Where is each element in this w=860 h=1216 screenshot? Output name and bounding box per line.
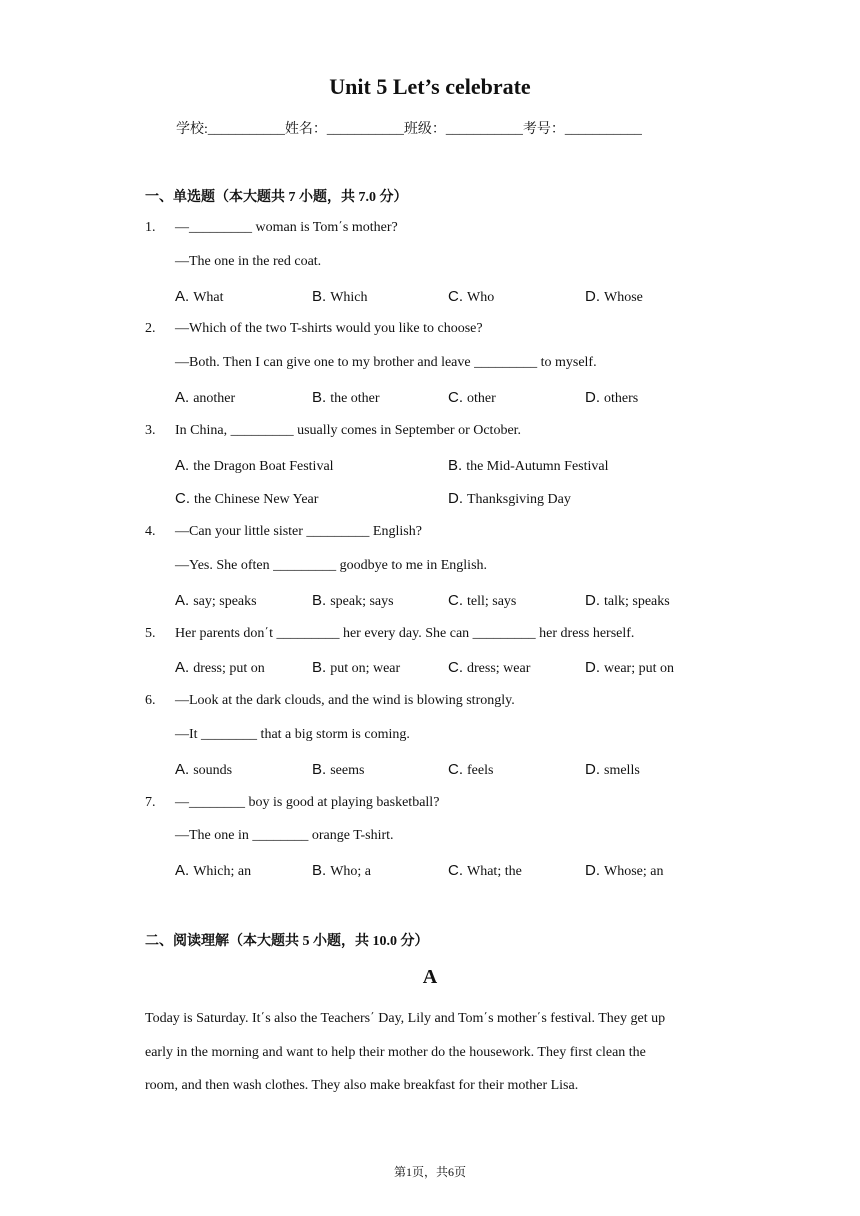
option-text: another bbox=[193, 391, 236, 406]
question-text: —_________ woman is Tom΄s mother? bbox=[175, 220, 398, 235]
option-text: talk; speaks bbox=[604, 593, 670, 609]
option-letter: B. bbox=[312, 659, 327, 677]
option-letter: C. bbox=[448, 659, 463, 677]
answer-option[interactable] bbox=[585, 659, 674, 677]
option-text: the Mid-Autumn Festival bbox=[466, 458, 609, 474]
option-letter: A. bbox=[175, 862, 190, 880]
question-number: 2. bbox=[145, 321, 156, 337]
option-letter: C. bbox=[448, 389, 463, 406]
section-2-heading: 二、阅读理解（本大题共 5 小题，共 10.0 分） bbox=[145, 934, 429, 949]
option-text: What bbox=[193, 289, 224, 305]
option-letter: A. bbox=[175, 389, 190, 406]
answer-option[interactable] bbox=[312, 659, 400, 677]
passage-line: room, and then wash clothes. They also make breakfast for their mother Lisa. bbox=[145, 1078, 579, 1093]
option-letter: C. bbox=[175, 490, 190, 508]
option-letter: A. bbox=[175, 456, 190, 474]
section-1-heading: 一、单选题（本大题共 7 小题，共 7.0 分） bbox=[145, 190, 408, 205]
page-footer: 第1页，共6页 bbox=[393, 1165, 466, 1179]
option-letter: D. bbox=[585, 389, 600, 406]
answer-option[interactable] bbox=[448, 457, 609, 475]
answer-option[interactable] bbox=[448, 490, 571, 508]
option-text: Whose bbox=[604, 289, 643, 305]
option-letter: D. bbox=[585, 287, 600, 305]
question-number: 6. bbox=[145, 693, 156, 709]
option-letter: D. bbox=[448, 490, 463, 508]
page-title: Unit 5 Let’s celebrate bbox=[329, 74, 531, 99]
answer-option[interactable] bbox=[312, 389, 380, 407]
answer-option[interactable] bbox=[175, 659, 265, 677]
option-text: others bbox=[604, 391, 639, 406]
option-text: seems bbox=[330, 762, 365, 778]
question-text: —Yes. She often _________ goodbye to me in English. bbox=[175, 558, 488, 573]
answer-option[interactable] bbox=[312, 288, 368, 306]
question-text: —________ boy is good at playing basketball? bbox=[175, 794, 440, 810]
option-letter: D. bbox=[585, 591, 600, 609]
option-letter: B. bbox=[448, 456, 463, 474]
question-number: 7. bbox=[145, 794, 156, 810]
option-text: Who bbox=[467, 289, 495, 305]
option-text: speak; says bbox=[330, 593, 394, 609]
answer-option[interactable] bbox=[175, 288, 224, 306]
option-text: put on; wear bbox=[330, 661, 401, 677]
option-text: Thanksgiving Day bbox=[467, 492, 571, 508]
option-letter: A. bbox=[175, 287, 190, 305]
answer-option[interactable] bbox=[312, 592, 394, 610]
answer-option[interactable] bbox=[175, 490, 318, 508]
option-text: dress; wear bbox=[467, 661, 531, 677]
option-text: Who; a bbox=[330, 864, 372, 880]
passage-paragraph bbox=[145, 1002, 725, 1103]
answer-option[interactable] bbox=[312, 761, 364, 779]
answer-option[interactable] bbox=[585, 862, 663, 880]
answer-option[interactable] bbox=[175, 592, 257, 610]
option-letter: B. bbox=[312, 287, 327, 305]
option-text: say; speaks bbox=[193, 593, 257, 609]
option-text: the other bbox=[330, 391, 380, 406]
option-letter: C. bbox=[448, 591, 463, 609]
question-text: —Which of the two T-shirts would you like to choose? bbox=[175, 321, 483, 337]
answer-option[interactable] bbox=[448, 761, 493, 779]
option-letter: B. bbox=[312, 862, 327, 880]
option-text: the Chinese New Year bbox=[194, 492, 319, 508]
question-text: —Can your little sister _________ English? bbox=[175, 524, 422, 540]
option-text: other bbox=[467, 391, 496, 406]
option-letter: D. bbox=[585, 659, 600, 677]
option-text: Whose; an bbox=[604, 864, 664, 880]
option-text: tell; says bbox=[467, 593, 517, 609]
option-text: sounds bbox=[193, 762, 233, 778]
option-text: What; the bbox=[467, 864, 522, 880]
answer-option[interactable] bbox=[312, 862, 371, 880]
option-letter: B. bbox=[312, 760, 327, 778]
option-letter: C. bbox=[448, 287, 463, 305]
answer-option[interactable] bbox=[175, 862, 251, 880]
question-number: 3. bbox=[145, 422, 156, 438]
option-text: Which bbox=[330, 289, 368, 305]
question-number: 1. bbox=[145, 220, 156, 235]
question-text: —It ________ that a big storm is coming. bbox=[175, 727, 410, 742]
option-text: wear; put on bbox=[604, 661, 674, 677]
passage-label: A bbox=[422, 966, 438, 988]
passage-line: Today is Saturday. It΄s also the Teachers΄ Day, Lily and Tom΄s mother΄s festival. They get up bbox=[145, 1011, 666, 1026]
answer-option[interactable] bbox=[448, 592, 516, 610]
question-number: 4. bbox=[145, 524, 156, 540]
option-letter: D. bbox=[585, 862, 600, 880]
question-text: —Both. Then I can give one to my brother and leave _________ to myself. bbox=[175, 355, 597, 371]
option-letter: B. bbox=[312, 591, 327, 609]
answer-option[interactable] bbox=[585, 389, 638, 407]
question-text: —The one in ________ orange T-shirt. bbox=[175, 828, 394, 844]
option-text: feels bbox=[467, 762, 494, 778]
answer-option[interactable] bbox=[448, 389, 496, 407]
option-text: Which; an bbox=[193, 864, 252, 880]
answer-option[interactable] bbox=[175, 457, 334, 475]
question-text: —Look at the dark clouds, and the wind is blowing strongly. bbox=[175, 693, 515, 709]
question-text: In China, _________ usually comes in September or October. bbox=[175, 422, 522, 438]
option-text: smells bbox=[604, 762, 640, 778]
answer-option[interactable] bbox=[448, 288, 494, 306]
option-text: dress; put on bbox=[193, 661, 265, 677]
answer-option[interactable] bbox=[448, 862, 522, 880]
answer-option[interactable] bbox=[585, 592, 670, 610]
answer-option[interactable] bbox=[585, 288, 643, 306]
student-info-line: 学校:___________姓名：___________班级：___________考号：___________ bbox=[176, 122, 642, 137]
question-text: —The one in the red coat. bbox=[175, 253, 322, 269]
answer-option[interactable] bbox=[175, 761, 232, 779]
option-letter: B. bbox=[312, 389, 327, 406]
option-letter: D. bbox=[585, 760, 600, 778]
answer-option[interactable] bbox=[585, 761, 640, 779]
option-letter: C. bbox=[448, 862, 463, 880]
answer-option[interactable] bbox=[448, 659, 530, 677]
option-letter: C. bbox=[448, 760, 463, 778]
question-text: Her parents don΄t _________ her every day. She can _________ her dress herself. bbox=[175, 625, 635, 641]
passage-line: early in the morning and want to help their mother do the housework. They first clean the bbox=[145, 1044, 646, 1060]
answer-option[interactable] bbox=[175, 389, 235, 407]
question-number: 5. bbox=[145, 625, 156, 641]
option-letter: A. bbox=[175, 591, 190, 609]
option-letter: A. bbox=[175, 659, 190, 677]
option-letter: A. bbox=[175, 760, 190, 778]
option-text: the Dragon Boat Festival bbox=[193, 458, 334, 474]
